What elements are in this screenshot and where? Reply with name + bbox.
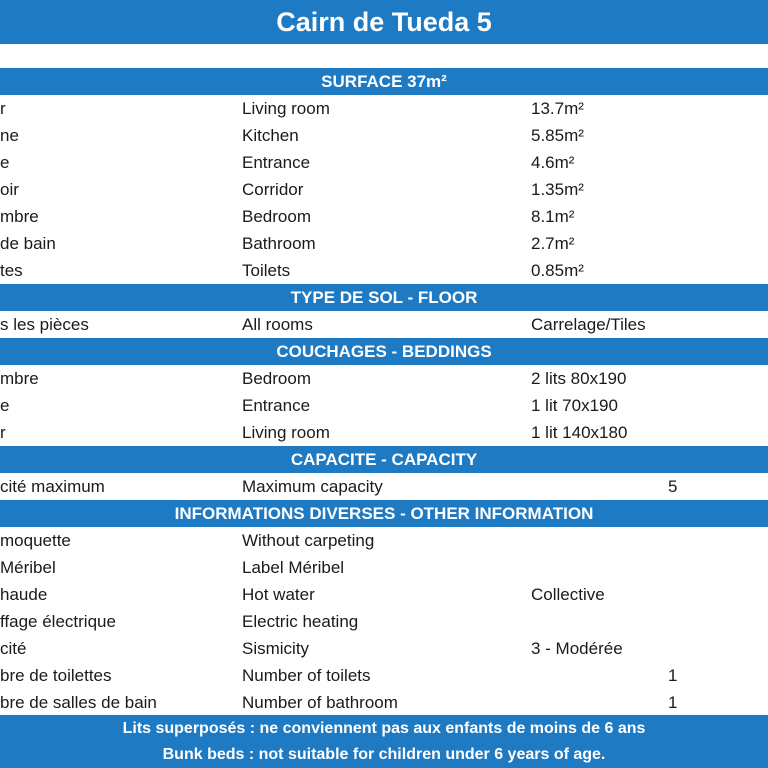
label-en: Living room (242, 423, 330, 442)
label-en: Bathroom (242, 234, 316, 253)
label-fr: e (0, 396, 10, 415)
label-fr: ffage électrique (0, 612, 116, 631)
label-en: Sismicity (242, 639, 310, 658)
value: 5.85m² (531, 126, 584, 145)
label-fr: mbre (0, 369, 39, 388)
label-en: Without carpeting (242, 531, 375, 550)
label-fr: bre de salles de bain (0, 693, 157, 712)
value: 3 - Modérée (531, 639, 623, 658)
value: 8.1m² (531, 207, 575, 226)
table-row (0, 149, 768, 176)
label-en: Entrance (242, 396, 311, 415)
table-row (0, 365, 768, 392)
label-fr: r (0, 99, 6, 118)
value: 1 lit 140x180 (531, 423, 628, 442)
label-en: Hot water (242, 585, 315, 604)
table-row (0, 635, 768, 662)
label-fr: mbre (0, 207, 39, 226)
label-en: Kitchen (242, 126, 299, 145)
section-header: TYPE DE SOL - FLOOR (0, 284, 768, 311)
table-row (0, 95, 768, 122)
table-row (0, 311, 768, 338)
value: 1 lit 70x190 (531, 396, 618, 415)
footer-line-en: Bunk beds : not suitable for children under 6 years of age. (162, 746, 606, 763)
value: 2.7m² (531, 234, 575, 253)
label-fr: Méribel (0, 558, 56, 577)
table-row (0, 608, 768, 635)
table-row (0, 554, 768, 581)
label-fr: oir (0, 180, 19, 199)
label-fr: moquette (0, 531, 71, 550)
table-row (0, 662, 768, 689)
footer-warning (0, 715, 768, 768)
label-en: Entrance (242, 153, 311, 172)
info-table (0, 68, 768, 716)
value: 4.6m² (531, 153, 575, 172)
page-title: Cairn de Tueda 5 (0, 0, 768, 44)
section-header: SURFACE 37m² (0, 68, 768, 95)
section-header: COUCHAGES - BEDDINGS (0, 338, 768, 365)
label-fr: e (0, 153, 10, 172)
label-en: Toilets (242, 261, 291, 280)
table-row (0, 527, 768, 554)
value: 0.85m² (531, 261, 584, 280)
table-row (0, 689, 768, 716)
label-en: Bedroom (242, 369, 311, 388)
label-en: Living room (242, 99, 330, 118)
count: 1 (668, 693, 678, 712)
table-row (0, 230, 768, 257)
label-fr: cité (0, 639, 27, 658)
table-row (0, 581, 768, 608)
label-fr: de bain (0, 234, 56, 253)
label-en: Corridor (242, 180, 304, 199)
label-fr: haude (0, 585, 48, 604)
label-en: Number of bathroom (242, 693, 398, 712)
label-en: Electric heating (242, 612, 359, 631)
section-header: INFORMATIONS DIVERSES - OTHER INFORMATION (0, 500, 768, 527)
label-fr: bre de toilettes (0, 666, 112, 685)
value: 1.35m² (531, 180, 584, 199)
table-row (0, 122, 768, 149)
table-row (0, 203, 768, 230)
label-en: Bedroom (242, 207, 311, 226)
section-header: CAPACITE - CAPACITY (0, 446, 768, 473)
count: 1 (668, 666, 678, 685)
value: Carrelage/Tiles (531, 315, 646, 334)
label-en: Number of toilets (242, 666, 371, 685)
table-row (0, 473, 768, 500)
table-row (0, 419, 768, 446)
footer-line-fr: Lits superposés : ne conviennent pas aux enfants de moins de 6 ans (122, 720, 646, 737)
value: 13.7m² (531, 99, 584, 118)
value: 2 lits 80x190 (531, 369, 627, 388)
label-fr: r (0, 423, 6, 442)
label-fr: tes (0, 261, 23, 280)
label-fr: ne (0, 126, 19, 145)
table-row (0, 257, 768, 284)
table-row (0, 176, 768, 203)
label-en: Label Méribel (242, 558, 345, 577)
table-row (0, 392, 768, 419)
label-fr: s les pièces (0, 315, 89, 334)
label-en: Maximum capacity (242, 477, 383, 496)
value: Collective (531, 585, 605, 604)
count: 5 (668, 477, 678, 496)
label-en: All rooms (242, 315, 313, 334)
label-fr: cité maximum (0, 477, 105, 496)
